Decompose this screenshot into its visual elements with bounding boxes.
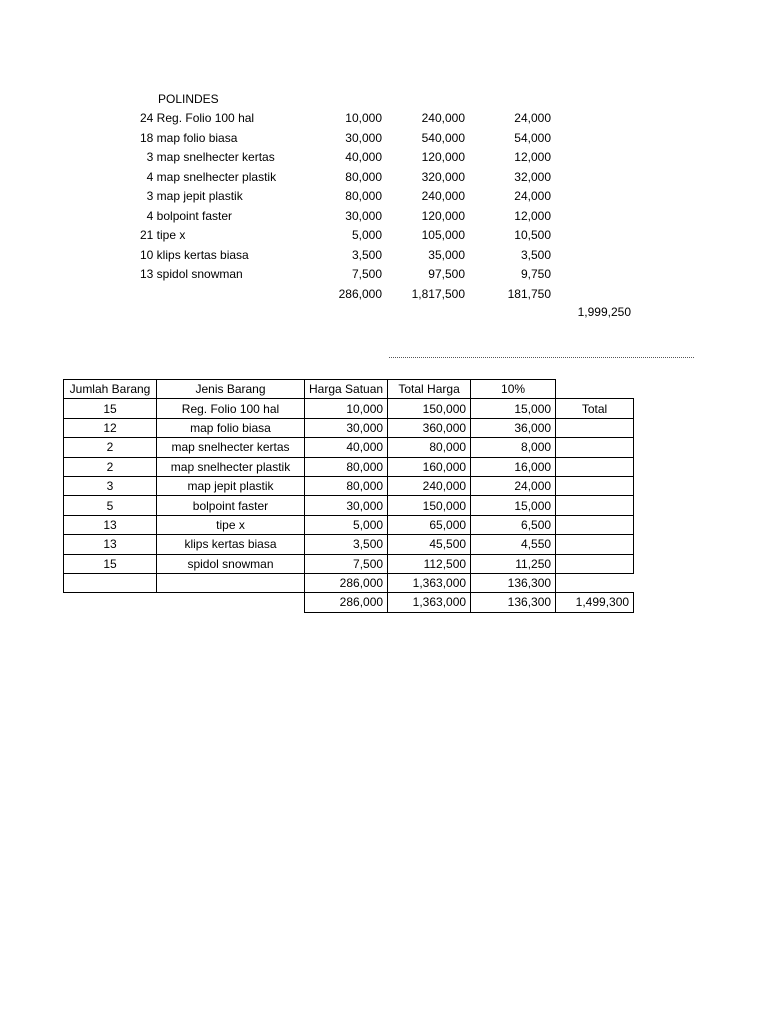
list-v1: 80,000 (345, 189, 382, 203)
list-item (0, 267, 768, 286)
table-cell: 45,500 (388, 535, 471, 554)
empty-cell (556, 554, 634, 573)
empty-cell (157, 593, 305, 612)
table-cell: klips kertas biasa (157, 535, 305, 554)
final-total-row (64, 593, 634, 612)
table-cell: spidol snowman (157, 554, 305, 573)
list-v2: 540,000 (421, 130, 465, 145)
empty-cell (556, 457, 634, 476)
column-header: Harga Satuan (305, 380, 388, 399)
empty-cell (556, 573, 634, 592)
table-cell: 150,000 (388, 399, 471, 418)
list-v3: 181,750 (507, 286, 551, 301)
dotted-divider (389, 357, 694, 358)
table-cell: 150,000 (388, 496, 471, 515)
table-cell: 3,500 (305, 535, 388, 554)
list-item: 21 tipe x (140, 228, 186, 242)
table-cell: map snelhecter plastik (157, 457, 305, 476)
list-item (0, 131, 768, 150)
list-item (0, 189, 768, 208)
list-item (0, 150, 768, 169)
list-v1: 286,000 (338, 286, 382, 301)
table-cell: bolpoint faster (157, 496, 305, 515)
table-cell: 5 (64, 496, 157, 515)
list-item (0, 287, 768, 306)
table-cell: 15,000 (471, 496, 556, 515)
subtotal-cell: 1,363,000 (388, 573, 471, 592)
list-v3: 9,750 (520, 267, 551, 281)
table-cell: 7,500 (305, 554, 388, 573)
table-cell: 13 (64, 515, 157, 534)
list-v3: 24,000 (514, 111, 551, 125)
table-row (64, 476, 634, 495)
table-cell: 16,000 (471, 457, 556, 476)
empty-cell (64, 573, 157, 592)
list-item: 4 bolpoint faster (140, 208, 233, 223)
table-header-row (64, 380, 634, 399)
table-cell: 65,000 (388, 515, 471, 534)
table-row (64, 515, 634, 534)
list-v1: 80,000 (345, 169, 382, 184)
table-cell: 4,550 (471, 535, 556, 554)
list-v1: 40,000 (345, 150, 382, 164)
grand-total: 1,999,250 (577, 305, 631, 319)
table-cell: 2 (64, 438, 157, 457)
subtotal-cell: 286,000 (305, 573, 388, 592)
table-row (64, 554, 634, 573)
page-title: POLINDES (158, 92, 219, 106)
list-v3: 12,000 (514, 150, 551, 164)
empty-cell (556, 380, 634, 399)
list-v2: 120,000 (421, 150, 465, 164)
list-item: 10 klips kertas biasa (140, 247, 249, 262)
table-cell: 80,000 (305, 476, 388, 495)
table-cell: 15 (64, 554, 157, 573)
list-item: 24 Reg. Folio 100 hal (140, 111, 255, 125)
table-cell: 80,000 (305, 457, 388, 476)
list-v1: 30,000 (345, 208, 382, 223)
table-cell: 6,500 (471, 515, 556, 534)
table-cell: 160,000 (388, 457, 471, 476)
table-cell: tipe x (157, 515, 305, 534)
table-cell: 10,000 (305, 399, 388, 418)
list-v1: 3,500 (351, 247, 382, 262)
subtotal-row (64, 573, 634, 592)
empty-cell (556, 515, 634, 534)
list-item: 13 spidol snowman (140, 267, 243, 281)
list-item (0, 248, 768, 267)
empty-cell (556, 496, 634, 515)
list-item: 3 map snelhecter kertas (140, 150, 275, 164)
list-v1: 10,000 (345, 111, 382, 125)
final-cell: 286,000 (305, 593, 388, 612)
list-v1: 7,500 (351, 267, 382, 281)
purchase-table (63, 379, 634, 613)
table-cell: 5,000 (305, 515, 388, 534)
final-cell: 136,300 (471, 593, 556, 612)
table-cell: 11,250 (471, 554, 556, 573)
column-header: Total Harga (388, 380, 471, 399)
table-row (64, 457, 634, 476)
table-cell: 2 (64, 457, 157, 476)
final-cell: 1,363,000 (388, 593, 471, 612)
list-v2: 105,000 (421, 228, 465, 242)
table-cell: 24,000 (471, 476, 556, 495)
list-item (0, 111, 768, 130)
column-header: Jenis Barang (157, 380, 305, 399)
table-row (64, 496, 634, 515)
list-v1: 30,000 (345, 130, 382, 145)
list-v2: 320,000 (421, 169, 465, 184)
list-item: 3 map jepit plastik (140, 189, 243, 203)
total-label: Total (556, 399, 634, 418)
list-item (0, 170, 768, 189)
list-v3: 3,500 (520, 247, 551, 262)
list-v3: 54,000 (514, 130, 551, 145)
list-v2: 35,000 (428, 247, 465, 262)
table-row (64, 418, 634, 437)
list-item: 4 map snelhecter plastik (140, 169, 277, 184)
column-header: Jumlah Barang (64, 380, 157, 399)
table-cell: map folio biasa (157, 418, 305, 437)
table-cell: 112,500 (388, 554, 471, 573)
table-cell: 360,000 (388, 418, 471, 437)
list-item (0, 209, 768, 228)
final-grand-total: 1,499,300 (556, 593, 634, 612)
list-v2: 240,000 (421, 111, 465, 125)
list-v1: 5,000 (351, 228, 382, 242)
empty-cell (556, 476, 634, 495)
empty-cell (64, 593, 157, 612)
table-cell: 3 (64, 476, 157, 495)
table-cell: 240,000 (388, 476, 471, 495)
list-v3: 10,500 (514, 228, 551, 242)
table-cell: map snelhecter kertas (157, 438, 305, 457)
table-cell: 30,000 (305, 418, 388, 437)
list-v2: 240,000 (421, 189, 465, 203)
table-cell: 12 (64, 418, 157, 437)
list-v3: 12,000 (514, 208, 551, 223)
list-v2: 1,817,500 (411, 286, 465, 301)
list-v3: 32,000 (514, 169, 551, 184)
table-cell: 80,000 (388, 438, 471, 457)
table-cell: 15 (64, 399, 157, 418)
list-v2: 120,000 (421, 208, 465, 223)
table-cell: 36,000 (471, 418, 556, 437)
list-item: 18 map folio biasa (140, 130, 238, 145)
table-row (64, 438, 634, 457)
table-cell: Reg. Folio 100 hal (157, 399, 305, 418)
empty-cell (556, 535, 634, 554)
empty-cell (556, 418, 634, 437)
table-cell: 8,000 (471, 438, 556, 457)
table-row (64, 535, 634, 554)
table-cell: map jepit plastik (157, 476, 305, 495)
empty-cell (556, 438, 634, 457)
table-cell: 13 (64, 535, 157, 554)
column-header: 10% (471, 380, 556, 399)
table-cell: 30,000 (305, 496, 388, 515)
table-cell: 40,000 (305, 438, 388, 457)
empty-cell (157, 573, 305, 592)
list-item (0, 228, 768, 247)
table-row (64, 399, 634, 418)
table-cell: 15,000 (471, 399, 556, 418)
list-v2: 97,500 (428, 267, 465, 281)
list-v3: 24,000 (514, 189, 551, 203)
subtotal-cell: 136,300 (471, 573, 556, 592)
